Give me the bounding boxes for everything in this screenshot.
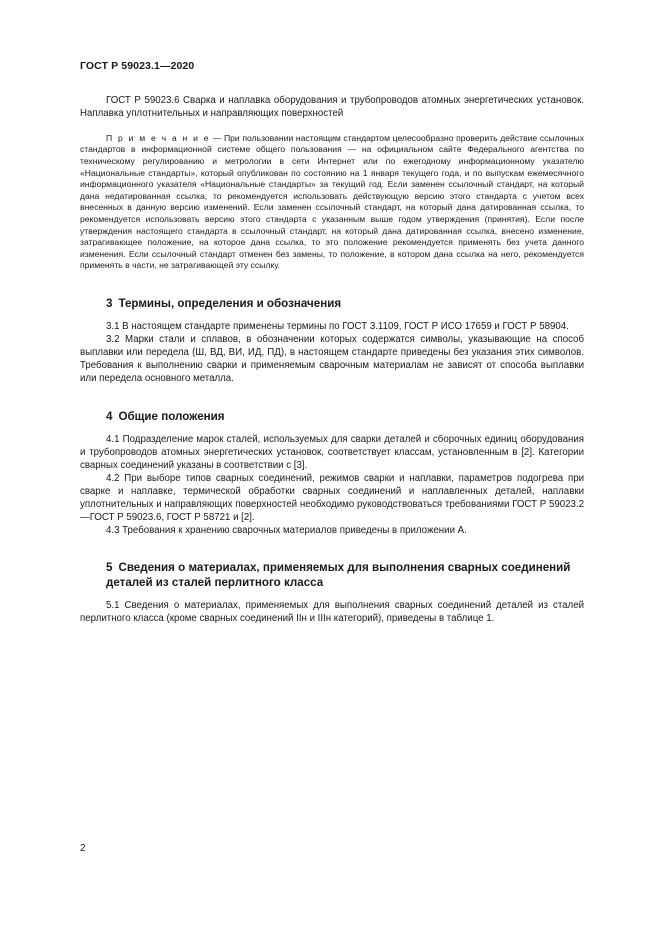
section-4-title: Общие положения bbox=[118, 410, 225, 424]
page-number: 2 bbox=[80, 843, 86, 854]
reference-entry: ГОСТ Р 59023.6 Сварка и наплавка оборудования и трубопроводов атомных энергетических установок. Наплавка уплотнительных и направляющих поверхностей bbox=[80, 95, 584, 119]
clause-4-2: 4.2 При выборе типов сварных соединений, режимов сварки и наплавки, параметров подогрева при сварке и наплавке, термической обработки сварных соединений и наплавленных деталей, наплавки уплотнительных и направляющих поверхностей необходимо руководствоваться требованиями ГОСТ Р 59023.2—ГОСТ Р 59023.6, ГОСТ Р 58721 и [2]. bbox=[80, 473, 584, 523]
section-4-heading bbox=[80, 409, 584, 424]
clause-5-1: 5.1 Сведения о материалах, применяемых для выполнения сварных соединений деталей из сталей перлитного класса (кроме сварных соединений IIн и IIIн категорий), приведены в таблице 1. bbox=[80, 599, 584, 624]
section-3-number: 3 bbox=[106, 296, 113, 310]
document-header: ГОСТ Р 59023.1—2020 bbox=[80, 60, 195, 72]
note-text: — При пользовании настоящим стандартом целесообразно проверить действие ссылочных стандартов в информационной системе общего пользования — на официальном сайте Федерального агентства по техническому регулированию и метрологии в сети Интернет или по ежегодному информационному указателю «Национальные стандарты», который опубликован по состоянию на 1 января текущего года, и по выпускам ежемесячного информационного указателя «Национальные стандарты» за текущий год. Если заменен ссылочный стандарт, на который дана недатированная ссылка, то рекомендуется использовать действующую версию этого стандарта с учетом всех внесенных в данную версию изменений. Если заменен ссылочный стандарт, на который дана датированная ссылка, то рекомендуется использовать версию этого стандарта с указанным выше годом утверждения (принятия). Если после утверждения настоящего стандарта в ссылочный стандарт, на который дана датированная ссылка, внесено изменение, затрагивающее положение, на которое дана ссылка, то это положение рекомендуется применять без учета данного изменения. Если ссылочный стандарт отменен без замены, то положение, в котором дана ссылка на него, рекомендуется применять в части, не затрагивающей эту ссылку. bbox=[80, 132, 585, 271]
clause-3-1: 3.1 В настоящем стандарте применены термины по ГОСТ 3.1109, ГОСТ Р ИСО 17659 и ГОСТ Р 58904. bbox=[106, 320, 569, 332]
section-3-heading bbox=[80, 296, 584, 311]
section-3-title: Термины, определения и обозначения bbox=[118, 296, 342, 310]
page-content bbox=[80, 95, 584, 626]
section-5-number: 5 bbox=[106, 560, 113, 574]
section-5-heading bbox=[80, 560, 584, 590]
clause-4-1: 4.1 Подразделение марок сталей, используемых для сварки деталей и сборочных единиц оборудования и трубопроводов атомных энергетических установок, соответствует классам, установленным в [2]. Категории сварных соединений указаны в соответствии с [3]. bbox=[80, 434, 584, 472]
section-4-number: 4 bbox=[106, 410, 113, 424]
note-paragraph bbox=[80, 133, 584, 272]
note-label: П р и м е ч а н и е bbox=[106, 132, 211, 143]
section-5-title: Сведения о материалах, применяемых для выполнения сварных соединений деталей из сталей перлитного класса bbox=[106, 560, 571, 589]
clause-4-3: 4.3 Требования к хранению сварочных материалов приведены в приложении А. bbox=[106, 524, 467, 536]
clause-3-2: 3.2 Марки стали и сплавов, в обозначении которых содержатся символы, указывающие на способ выплавки или передела (Ш, ВД, ВИ, ИД, ПД), в настоящем стандарте приведены без указания этих символов. Требования к выполнению сварки и применяемым сварочным материалам не зависят от способа выплавки или передела основного металла. bbox=[80, 333, 584, 384]
